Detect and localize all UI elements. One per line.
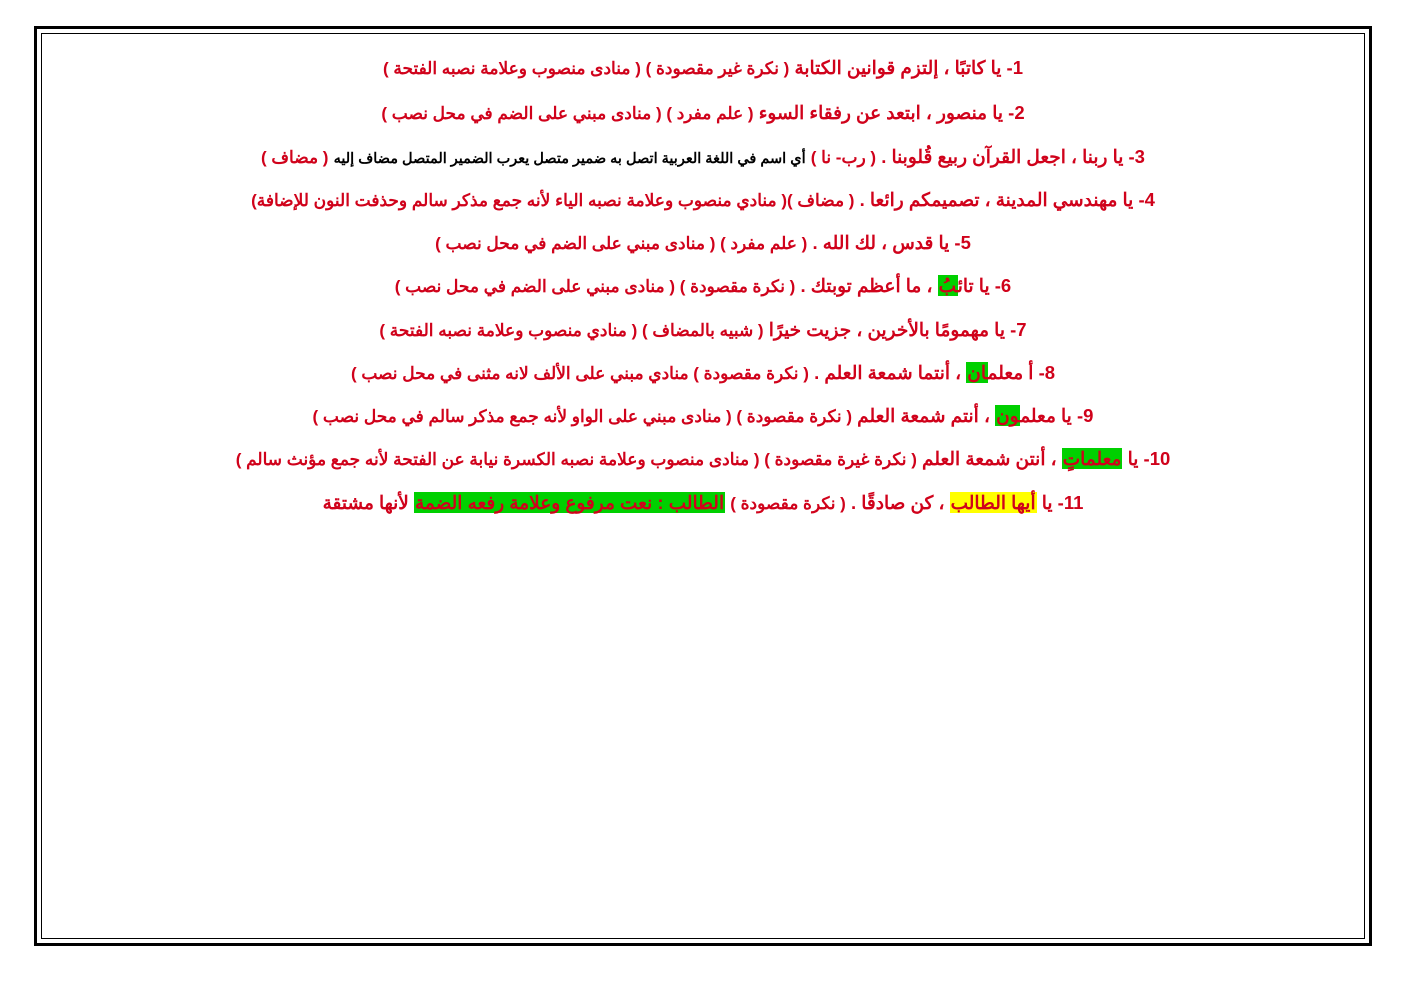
line-1-sentence: يا كاتبًا ، إلتزم قوانين الكتابة bbox=[794, 57, 1002, 78]
line-4-answer: ( مضاف )( منادي منصوب وعلامة نصبه الياء لأنه جمع مذكر سالم وحذفت النون للإضافة) bbox=[251, 190, 855, 210]
exercise-line-1 bbox=[64, 56, 1342, 79]
line-6-highlight: بُ bbox=[938, 275, 957, 297]
line-3-sentence: يا ربنا ، اجعل القرآن ربيع قُلوبنا . bbox=[881, 145, 1124, 167]
line-9-highlight: ون bbox=[996, 405, 1020, 426]
line-2-sentence: يا منصور ، ابتعد عن رفقاء السوء bbox=[758, 102, 1003, 124]
line-8-number: 8- bbox=[1038, 361, 1056, 383]
line-6-sentence-after: ، ما أعظم توبتك . bbox=[800, 275, 938, 297]
line-10-sentence-before: يا bbox=[1122, 448, 1139, 470]
line-10-sentence-after: ، أنتن شمعة العلم bbox=[922, 448, 1062, 470]
exercise-line-4 bbox=[64, 188, 1342, 211]
line-6-answer: ( نكرة مقصودة ) ( منادى مبني على الضم في محل نصب ) bbox=[394, 277, 796, 297]
exercise-line-8 bbox=[64, 361, 1342, 384]
line-2-number: 2- bbox=[1008, 102, 1025, 124]
line-4-number: 4- bbox=[1138, 188, 1155, 210]
line-1-number: 1- bbox=[1006, 57, 1023, 78]
line-5-number: 5- bbox=[954, 232, 971, 253]
document-inner-border bbox=[41, 33, 1365, 939]
line-7-sentence: يا مهمومًا بالأخرين ، جزيت خيرًا bbox=[768, 318, 1005, 340]
line-9-sentence-before: يا معلم bbox=[1020, 405, 1072, 426]
line-8-answer: ( نكرة مقصودة ) منادي مبني على الألف لانه مثنى في محل نصب ) bbox=[350, 363, 809, 383]
exercise-line-9 bbox=[64, 404, 1342, 427]
exercise-line-7 bbox=[64, 318, 1342, 341]
line-7-number: 7- bbox=[1010, 318, 1027, 340]
line-3-answer-a: ( رب- نا ) bbox=[810, 147, 877, 167]
line-11-number: 11- bbox=[1057, 491, 1084, 513]
line-7-answer: ( شبيه بالمضاف ) ( منادي منصوب وعلامة نصبه الفتحة ) bbox=[379, 320, 764, 340]
line-8-sentence-after: ، أنتما شمعة العلم . bbox=[814, 361, 967, 383]
line-11-highlight-green: الطالب : نعت مرفوع وعلامة رفعه الضمة bbox=[415, 491, 725, 513]
line-8-sentence-before: أ معلم bbox=[987, 361, 1034, 383]
line-1-answer: ( نكرة غير مقصودة ) ( منادى منصوب وعلامة نصبه الفتحة ) bbox=[382, 59, 790, 78]
line-3-number: 3- bbox=[1128, 145, 1145, 167]
line-6-sentence-before: يا تائ bbox=[957, 275, 990, 297]
line-10-highlight: معلماتٍ bbox=[1062, 448, 1122, 470]
line-5-answer: ( علم مفرد ) ( منادى مبني على الضم في محل نصب ) bbox=[435, 234, 808, 253]
line-3-note: أي اسم في اللغة العربية اتصل به ضمير متصل يعرب الضمير المتصل مضاف إليه bbox=[333, 150, 806, 167]
exercise-line-3 bbox=[64, 145, 1342, 168]
exercise-line-2 bbox=[64, 101, 1342, 124]
line-11-sentence-before: يا bbox=[1036, 491, 1053, 513]
exercise-line-10 bbox=[64, 447, 1342, 470]
line-5-sentence: يا قدس ، لك الله . bbox=[812, 232, 950, 253]
line-11-highlight-yellow: أيها الطالب bbox=[950, 491, 1036, 513]
line-9-number: 9- bbox=[1076, 405, 1094, 426]
line-11-answer-a: ( نكرة مقصودة ) bbox=[730, 493, 846, 513]
line-10-number: 10- bbox=[1143, 448, 1171, 470]
exercise-line-5 bbox=[64, 231, 1342, 254]
line-4-sentence: يا مهندسي المدينة ، تصميمكم رائعا . bbox=[859, 188, 1134, 210]
line-11-answer-b: لأنها مشتقة bbox=[322, 491, 409, 513]
line-10-answer: ( نكرة غيرة مقصودة ) ( منادى منصوب وعلامة نصبه الكسرة نيابة عن الفتحة لأنه جمع مؤنث سالم ) bbox=[235, 450, 917, 470]
line-9-sentence-after: ، أنتم شمعة العلم bbox=[857, 405, 996, 426]
exercise-line-6 bbox=[64, 274, 1342, 297]
line-11-sentence-mid: ، كن صادقًا . bbox=[850, 491, 950, 513]
line-3-answer-b: ( مضاف ) bbox=[261, 147, 329, 167]
line-6-number: 6- bbox=[994, 275, 1012, 297]
exercise-line-11 bbox=[64, 491, 1342, 514]
line-9-answer: ( نكرة مقصودة ) ( منادى مبني على الواو لأنه جمع مذكر سالم في محل نصب ) bbox=[312, 407, 853, 426]
line-2-answer: ( علم مفرد ) ( منادى مبني على الضم في محل نصب ) bbox=[381, 104, 754, 124]
line-8-highlight: ان bbox=[967, 361, 987, 383]
document-content bbox=[42, 34, 1364, 514]
document-outer-border bbox=[34, 26, 1372, 946]
